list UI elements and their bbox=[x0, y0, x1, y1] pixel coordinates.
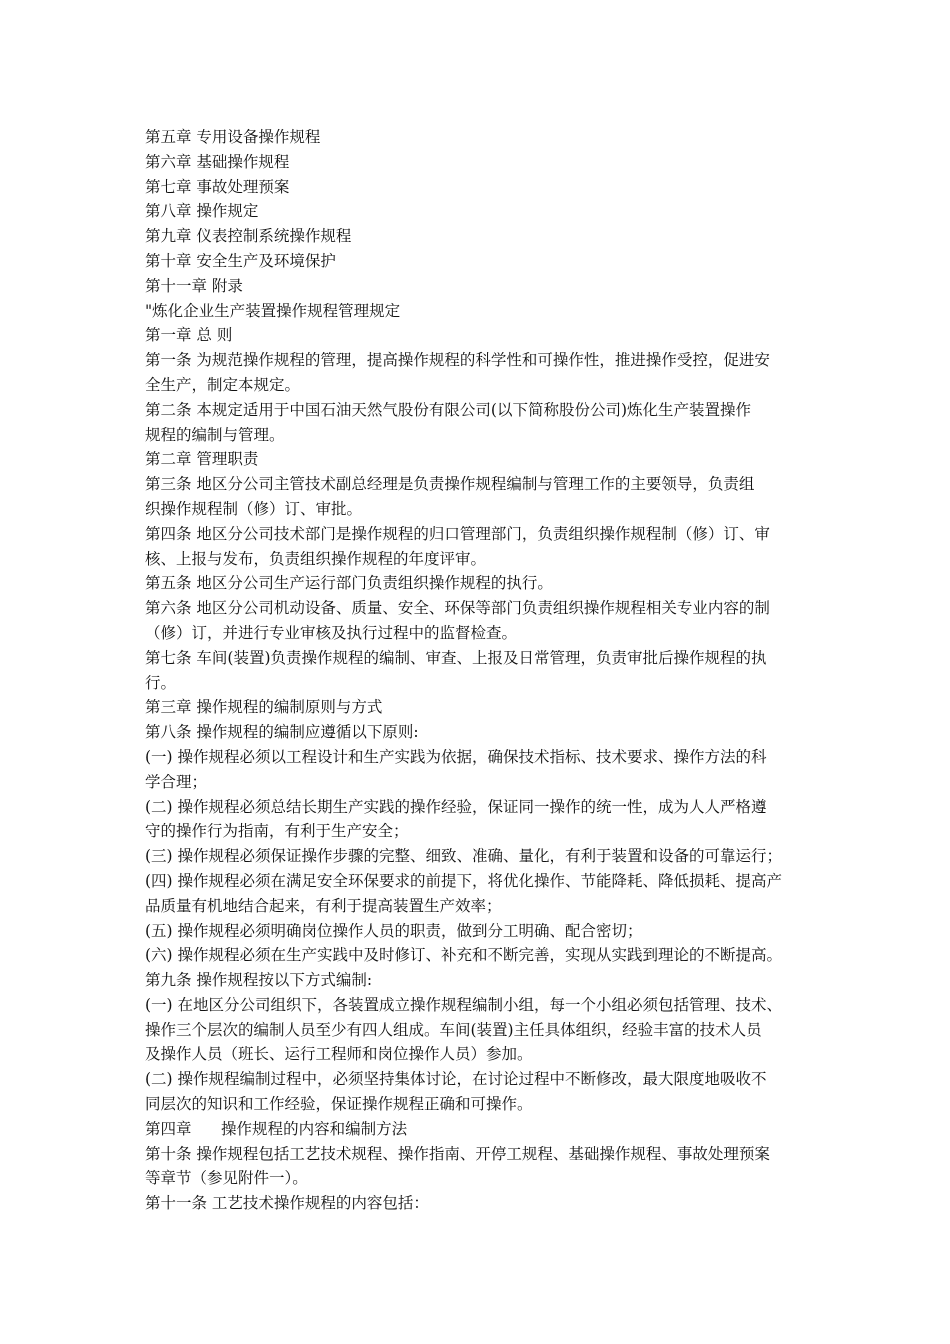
text-line: 第十一条 工艺技术操作规程的内容包括： bbox=[145, 1194, 429, 1213]
text-line: 第八章 操作规定 bbox=[145, 202, 259, 221]
text-line: 守的操作行为指南，有利于生产安全； bbox=[145, 822, 409, 841]
text-line: 第三条 地区分公司主管技术副总经理是负责操作规程编制与管理工作的主要领导，负责组 bbox=[145, 475, 755, 494]
text-line: "炼化企业生产装置操作规程管理规定 bbox=[145, 301, 401, 320]
text-line: (四) 操作规程必须在满足安全环保要求的前提下，将优化操作、节能降耗、降低损耗、提高产 bbox=[145, 871, 783, 890]
text-line: (五) 操作规程必须明确岗位操作人员的职责，做到分工明确、配合密切； bbox=[145, 921, 643, 940]
text-line: 学合理； bbox=[145, 772, 208, 791]
text-line: 及操作人员（班长、运行工程师和岗位操作人员）参加。 bbox=[145, 1045, 533, 1064]
text-line: 第六章 基础操作规程 bbox=[145, 152, 290, 171]
text-line: (二) 操作规程编制过程中，必须坚持集体讨论，在讨论过程中不断修改，最大限度地吸收不 bbox=[145, 1070, 767, 1089]
text-line: 全生产，制定本规定。 bbox=[145, 375, 301, 394]
text-line: (三) 操作规程必须保证操作步骤的完整、细致、准确、量化，有利于装置和设备的可靠运行； bbox=[145, 847, 783, 866]
text-line: 品质量有机地结合起来，有利于提高装置生产效率； bbox=[145, 896, 502, 915]
text-line: 第五章 专用设备操作规程 bbox=[145, 128, 321, 146]
text-line: （修）订，并进行专业审核及执行过程中的监督检查。 bbox=[145, 623, 518, 642]
text-line: (六) 操作规程必须在生产实践中及时修订、补充和不断完善，实现从实践到理论的不断提高。 bbox=[145, 946, 783, 965]
text-line: (一) 在地区分公司组织下，各装置成立操作规程编制小组，每一个小组必须包括管理、技术、 bbox=[145, 995, 783, 1014]
text-line: 操作三个层次的编制人员至少有四人组成。车间(装置)主任具体组织，经验丰富的技术人员 bbox=[145, 1020, 762, 1039]
text-line: 核、上报与发布，负责组织操作规程的年度评审。 bbox=[145, 549, 487, 568]
text-line: 等章节（参见附件一）。 bbox=[145, 1169, 308, 1188]
text-line: 第四章 操作规程的内容和编制方法 bbox=[145, 1119, 408, 1138]
document-body bbox=[145, 125, 825, 1216]
text-line: 第二条 本规定适用于中国石油天然气股份有限公司(以下简称股份公司)炼化生产装置操作 bbox=[145, 400, 752, 419]
text-line: 第七章 事故处理预案 bbox=[145, 177, 290, 196]
text-line: (二) 操作规程必须总结长期生产实践的操作经验，保证同一操作的统一性，成为人人严格遵 bbox=[145, 797, 767, 816]
text-line: 行。 bbox=[145, 673, 177, 692]
text-line: 织操作规程制（修）订、审批。 bbox=[145, 499, 363, 518]
text-line: 第五条 地区分公司生产运行部门负责组织操作规程的执行。 bbox=[145, 574, 553, 593]
text-line: 第十章 安全生产及环境保护 bbox=[145, 251, 336, 270]
text-line: 第一章 总 则 bbox=[145, 326, 233, 345]
text-line: 第四条 地区分公司技术部门是操作规程的归口管理部门，负责组织操作规程制（修）订、审 bbox=[145, 524, 770, 543]
text-line: 第一条 为规范操作规程的管理，提高操作规程的科学性和可操作性，推进操作受控，促进安 bbox=[145, 351, 770, 370]
text-line: 第三章 操作规程的编制原则与方式 bbox=[145, 698, 383, 717]
text-line: 同层次的知识和工作经验，保证操作规程正确和可操作。 bbox=[145, 1095, 533, 1114]
text-line: 第十条 操作规程包括工艺技术规程、操作指南、开停工规程、基础操作规程、事故处理预案 bbox=[145, 1144, 770, 1163]
text-line: (一) 操作规程必须以工程设计和生产实践为依据，确保技术指标、技术要求、操作方法的科 bbox=[145, 747, 767, 766]
text-line: 第十一章 附录 bbox=[145, 276, 243, 295]
text-line: 第二章 管理职责 bbox=[145, 450, 259, 469]
text-line: 第九章 仪表控制系统操作规程 bbox=[145, 227, 352, 246]
text-line: 第八条 操作规程的编制应遵循以下原则: bbox=[145, 723, 419, 742]
text-line: 第六条 地区分公司机动设备、质量、安全、环保等部门负责组织操作规程相关专业内容的制 bbox=[145, 599, 770, 618]
text-line: 第九条 操作规程按以下方式编制: bbox=[145, 971, 373, 990]
text-line: 第七条 车间(装置)负责操作规程的编制、审查、上报及日常管理，负责审批后操作规程的执 bbox=[145, 648, 767, 667]
text-line: 规程的编制与管理。 bbox=[145, 425, 285, 444]
